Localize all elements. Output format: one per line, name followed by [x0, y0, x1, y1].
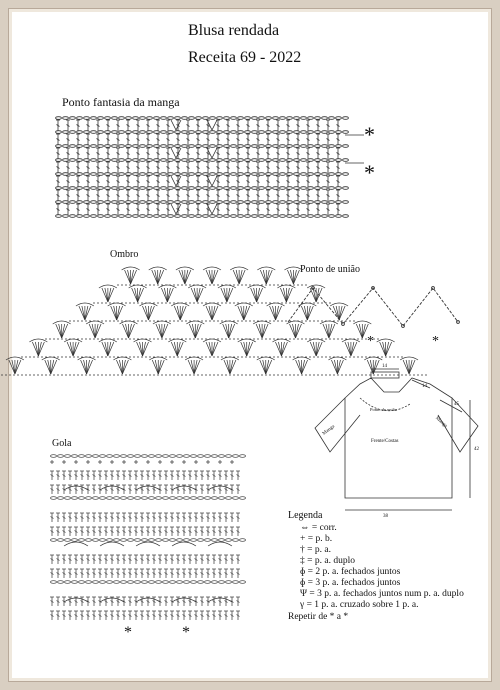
- schematic-sleeve-width: 45: [454, 402, 459, 407]
- sleeve-section-title: Ponto fantasia da manga: [62, 95, 180, 109]
- schematic-sleeve-left: Manga: [321, 424, 336, 437]
- dc2tog-icon: ɸ: [300, 567, 306, 577]
- dc3tog-in-tr-icon: Ψ: [300, 589, 308, 599]
- legend-item: ɸ = 2 p. a. fechados juntos: [300, 567, 401, 577]
- sleeve-stitch-chart: [56, 117, 364, 218]
- legend-item: † = p. a.: [300, 545, 331, 555]
- legend-item: + = p. b.: [300, 534, 333, 544]
- collar-section-title: Gola: [52, 438, 72, 449]
- dc3tog-icon: ɸ: [300, 578, 306, 588]
- join-repeat-marker-right: *: [432, 334, 439, 349]
- schematic-bottom-width: 38: [383, 514, 388, 519]
- page-title: Blusa rendada: [188, 22, 280, 39]
- collar-repeat-marker-left: *: [124, 624, 132, 641]
- legend-title: Legenda: [288, 510, 323, 521]
- treble-crochet-icon: ‡: [300, 556, 305, 566]
- legend-item: γ = 1 p. a. cruzado sobre 1 p. a.: [300, 600, 419, 610]
- schematic-body-label: Frente/Costas: [371, 439, 399, 444]
- sleeve-repeat-marker-bottom: *: [364, 160, 375, 185]
- collar-repeat-marker-right: *: [182, 624, 190, 641]
- double-crochet-icon: †: [300, 545, 305, 555]
- schematic-join-label: Ponto de união: [370, 407, 397, 412]
- legend-item: Ψ = 3 p. a. fechados juntos num p. a. duplo: [300, 589, 464, 599]
- shoulder-stitch-chart: [0, 267, 427, 375]
- shoulder-section-title: Ombro: [110, 249, 139, 260]
- collar-stitch-chart: [50, 455, 245, 620]
- chain-stitch-icon: ⇔: [300, 523, 310, 533]
- legend-item: ⇔ = corr.: [300, 523, 337, 533]
- page-subtitle: Receita 69 - 2022: [188, 49, 302, 66]
- schematic-height: 42: [474, 447, 479, 452]
- join-repeat-marker-left: *: [367, 334, 374, 349]
- legend-item: ‡ = p. a. duplo: [300, 556, 355, 566]
- schematic-top-width: 14: [382, 364, 387, 369]
- join-section-title: Ponto de união: [300, 264, 360, 275]
- schematic-sleeve-right: Manga: [434, 415, 448, 430]
- crossed-dc-icon: γ: [300, 600, 305, 610]
- schematic-shoulder-length: 14: [422, 384, 427, 389]
- legend-item: ɸ = 3 p. a. fechados juntos: [300, 578, 401, 588]
- sleeve-repeat-marker-top: *: [364, 122, 375, 147]
- legend-footer: Repetir de * a *: [288, 612, 349, 622]
- single-crochet-icon: +: [300, 534, 306, 544]
